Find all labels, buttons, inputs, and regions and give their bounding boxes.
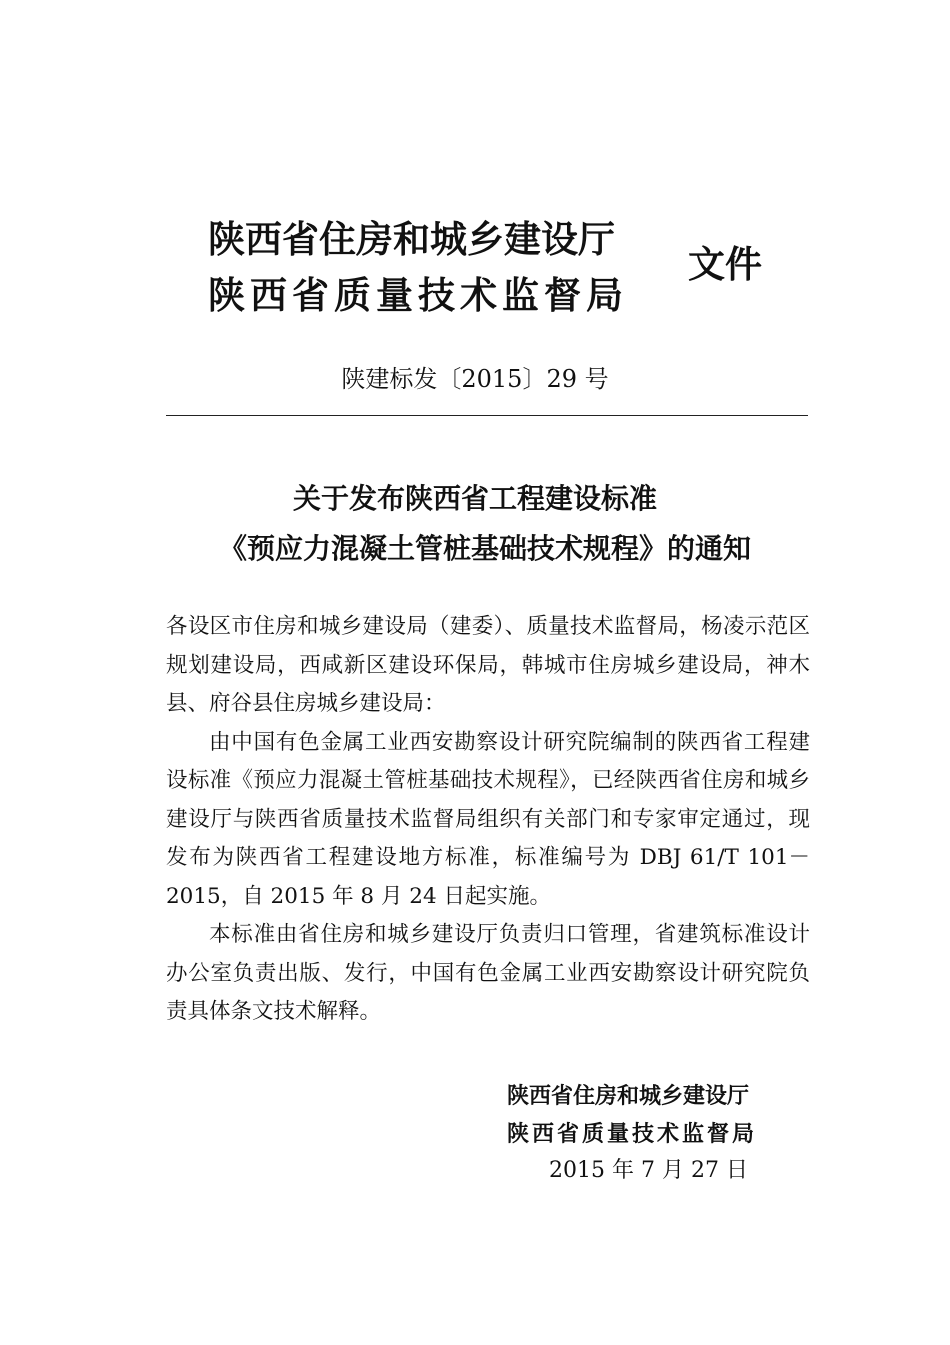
header-divider bbox=[166, 415, 808, 416]
body-paragraph-2: 本标准由省住房和城乡建设厅负责归口管理，省建筑标准设计办公室负责出版、发行，中国有色金属工业西安勘察设计研究院负责具体条文技术解释。 bbox=[166, 922, 810, 1024]
issuer-quality-bureau: 陕西省质量技术监督局 bbox=[208, 274, 628, 317]
addressees-paragraph: 各设区市住房和城乡建设局（建委）、质量技术监督局，杨凌示范区规划建设局，西咸新区建设环保局，韩城市住房城乡建设局，神木县、府谷县住房城乡建设局： bbox=[166, 614, 810, 716]
signature-date: 2015 年 7 月 27 日 bbox=[549, 1158, 748, 1183]
body-paragraph-1: 由中国有色金属工业西安勘察设计研究院编制的陕西省工程建设标准《预应力混凝土管桩基础技术规程》，已经陕西省住房和城乡建设厅与陕西省质量技术监督局组织有关部门和专家审定通过，现发布为陕西省工程建设地方标准，标准编号为 DBJ 61/T 101－2015，自 2015 年 8 月 24 日起实施。 bbox=[166, 729, 810, 909]
notice-title-line-1: 关于发布陕西省工程建设标准 bbox=[292, 482, 657, 515]
issuer-housing-department: 陕西省住房和城乡建设厅 bbox=[208, 218, 615, 261]
notice-title bbox=[0, 474, 950, 574]
notice-body bbox=[166, 608, 810, 1032]
issuing-authorities bbox=[208, 212, 668, 324]
signature-org-1: 陕西省住房和城乡建设厅 bbox=[507, 1084, 750, 1109]
signature-block bbox=[507, 1078, 757, 1154]
document-word: 文件 bbox=[688, 243, 762, 286]
notice-title-line-2: 《预应力混凝土管桩基础技术规程》的通知 bbox=[218, 532, 751, 565]
document-number: 陕建标发〔2015〕29 号 bbox=[341, 365, 609, 393]
signature-org-2: 陕西省质量技术监督局 bbox=[507, 1122, 758, 1147]
